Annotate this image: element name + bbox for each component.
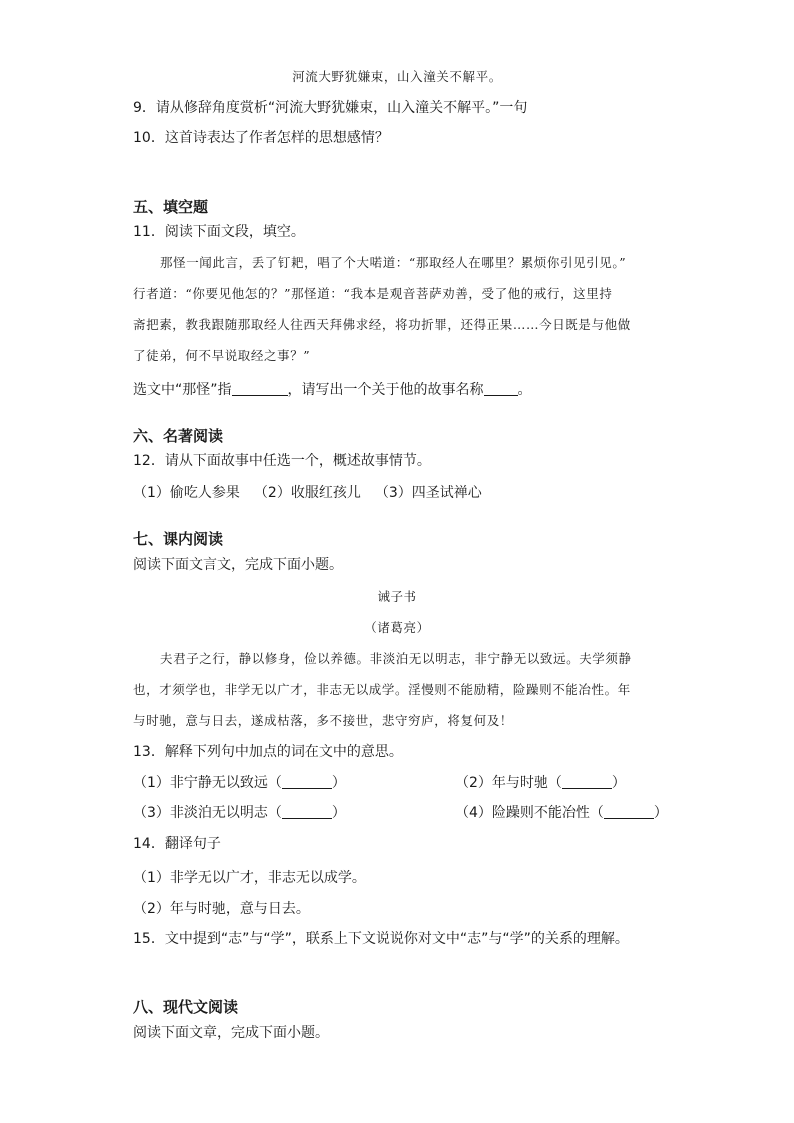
fill-in-prefix: 选文中“那怪”指 — [133, 382, 232, 398]
classical-text-author: （诸葛亮） — [364, 620, 430, 635]
section-6-heading: 六、名著阅读 — [133, 427, 224, 445]
question-13: 13．解释下列句中加点的词在文中的意思。 — [133, 744, 403, 760]
q13-blank-2[interactable] — [562, 774, 612, 789]
section-7-heading: 七、课内阅读 — [133, 530, 224, 548]
classical-text-line-2: 也，才须学也，非学无以广才，非志无以成学。淫慢则不能励精，险躁则不能冶性。年 — [133, 682, 631, 697]
fill-in-middle: ，请写出一个关于他的故事名称 — [287, 382, 484, 398]
q13-item-2-text: （2）年与时驰（ — [455, 775, 562, 791]
story-option-1: （1）偷吃人参果 — [133, 485, 240, 501]
story-option-3: （3）四圣试禅心 — [374, 485, 482, 501]
question-9: 9．请从修辞角度赏析“河流大野犹嫌束，山入潼关不解平。”一句 — [133, 100, 528, 116]
q13-item-3-text: （3）非淡泊无以明志（ — [133, 805, 282, 821]
q13-item-3-close: ） — [331, 805, 346, 821]
excerpt-line-1: 那怪一闻此言，丢了钉耙，唱了个大喏道：“那取经人在哪里？累烦你引见引见。” — [160, 255, 627, 270]
answer-blank-character[interactable] — [232, 381, 288, 396]
classical-text-title: 诫子书 — [377, 589, 417, 604]
story-options — [133, 483, 482, 503]
question-14: 14．翻译句子 — [133, 836, 221, 852]
excerpt-line-4: 了徒弟，何不早说取经之事？” — [133, 348, 311, 363]
classical-text-line-1: 夫君子之行，静以修身，俭以养德。非淡泊无以明志，非宁静无以致远。夫学须静 — [160, 651, 632, 666]
question-11: 11．阅读下面文段，填空。 — [133, 224, 305, 240]
classical-text-line-3: 与时驰，意与日去，遂成枯落，多不接世，悲守穷庐，将复何及！ — [133, 713, 513, 728]
q13-item-4 — [455, 803, 668, 823]
question-15: 15．文中提到“志”与“学”，联系上下文说说你对文中“志”与“学”的关系的理解。 — [133, 931, 629, 947]
q13-blank-3[interactable] — [282, 804, 332, 819]
answer-blank-story[interactable] — [484, 381, 518, 396]
story-option-2: （2）收服红孩儿 — [253, 485, 361, 501]
q13-item-2 — [455, 773, 626, 793]
q13-item-4-close: ） — [653, 805, 668, 821]
fill-in-end: 。 — [517, 382, 532, 398]
q13-item-4-text: （4）险躁则不能冶性（ — [455, 805, 604, 821]
section-5-heading: 五、填空题 — [133, 198, 209, 216]
fill-in-line — [133, 380, 532, 400]
question-12: 12．请从下面故事中任选一个，概述故事情节。 — [133, 453, 431, 469]
q14-item-2: （2）年与时驰，意与日去。 — [133, 901, 310, 917]
excerpt-line-3: 斋把素，教我跟随那取经人往西天拜佛求经，将功折罪，还得正果……今日既是与他做 — [133, 317, 631, 332]
excerpt-line-2: 行者道：“你要见他怎的？”那怪道：“我本是观音菩萨劝善，受了他的戒行，这里持 — [133, 286, 613, 301]
q13-item-1-close: ） — [331, 775, 346, 791]
poem-tail-line: 河流大野犹嫌束，山入潼关不解平。 — [292, 69, 502, 84]
q13-item-1-text: （1）非宁静无以致远（ — [133, 775, 282, 791]
q13-item-2-close: ） — [611, 775, 626, 791]
q13-blank-4[interactable] — [604, 804, 654, 819]
q13-blank-1[interactable] — [282, 774, 332, 789]
section-8-intro: 阅读下面文章，完成下面小题。 — [133, 1025, 329, 1041]
q13-item-1 — [133, 773, 346, 793]
section-7-intro: 阅读下面文言文，完成下面小题。 — [133, 557, 343, 573]
q14-item-1: （1）非学无以广才，非志无以成学。 — [133, 870, 366, 886]
section-8-heading: 八、现代文阅读 — [133, 998, 239, 1016]
question-10: 10．这首诗表达了作者怎样的思想感情？ — [133, 130, 389, 146]
q13-item-3 — [133, 803, 346, 823]
